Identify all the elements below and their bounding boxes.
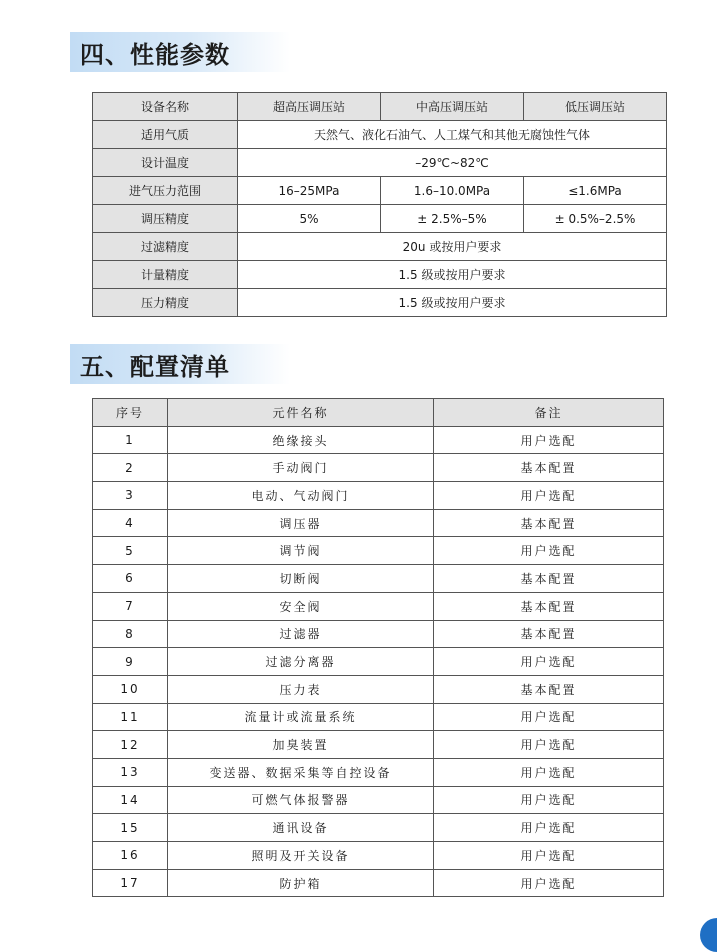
item-note: 用户选配 (434, 537, 664, 565)
item-name: 过滤分离器 (168, 648, 434, 676)
item-note: 用户选配 (434, 814, 664, 842)
item-number: 6 (93, 565, 168, 593)
item-note: 用户选配 (434, 703, 664, 731)
item-name: 手动阀门 (168, 454, 434, 482)
header-cell: 超高压调压站 (238, 93, 381, 121)
table-row (93, 233, 667, 261)
item-number: 1 (93, 426, 168, 454)
item-name: 电动、气动阀门 (168, 482, 434, 510)
header-cell: 备注 (434, 399, 664, 427)
row-value: –29℃~82℃ (238, 149, 667, 177)
table-row (93, 814, 664, 842)
row-value: 5% (238, 205, 381, 233)
item-number: 15 (93, 814, 168, 842)
section-title-performance: 四、性能参数 (70, 32, 290, 72)
item-note: 用户选配 (434, 758, 664, 786)
item-note: 基本配置 (434, 565, 664, 593)
table-row (93, 758, 664, 786)
row-value: ± 0.5%–2.5% (524, 205, 667, 233)
row-value: 天然气、液化石油气、人工煤气和其他无腐蚀性气体 (238, 121, 667, 149)
item-note: 用户选配 (434, 869, 664, 897)
header-cell: 序号 (93, 399, 168, 427)
row-value: 1.6–10.0MPa (381, 177, 524, 205)
table-row (93, 703, 664, 731)
item-note: 用户选配 (434, 842, 664, 870)
item-note: 用户选配 (434, 482, 664, 510)
table-row (93, 648, 664, 676)
table-row (93, 731, 664, 759)
table-row (93, 289, 667, 317)
table-row (93, 509, 664, 537)
item-name: 流量计或流量系统 (168, 703, 434, 731)
item-name: 调节阀 (168, 537, 434, 565)
item-note: 用户选配 (434, 731, 664, 759)
item-name: 调压器 (168, 509, 434, 537)
row-label: 压力精度 (93, 289, 238, 317)
item-note: 基本配置 (434, 675, 664, 703)
table-row (93, 565, 664, 593)
configuration-table (92, 398, 664, 897)
row-label: 计量精度 (93, 261, 238, 289)
item-name: 切断阀 (168, 565, 434, 593)
item-note: 基本配置 (434, 509, 664, 537)
table-row (93, 620, 664, 648)
row-label: 调压精度 (93, 205, 238, 233)
table-row (93, 261, 667, 289)
row-label: 设计温度 (93, 149, 238, 177)
item-name: 变送器、数据采集等自控设备 (168, 758, 434, 786)
row-label: 适用气质 (93, 121, 238, 149)
item-number: 12 (93, 731, 168, 759)
table-row (93, 121, 667, 149)
item-number: 17 (93, 869, 168, 897)
item-name: 照明及开关设备 (168, 842, 434, 870)
item-number: 14 (93, 786, 168, 814)
table-row (93, 482, 664, 510)
header-cell: 设备名称 (93, 93, 238, 121)
item-number: 2 (93, 454, 168, 482)
row-value: ± 2.5%–5% (381, 205, 524, 233)
table-row (93, 149, 667, 177)
item-note: 用户选配 (434, 648, 664, 676)
item-note: 基本配置 (434, 454, 664, 482)
item-note: 基本配置 (434, 620, 664, 648)
item-number: 16 (93, 842, 168, 870)
item-name: 过滤器 (168, 620, 434, 648)
row-label: 进气压力范围 (93, 177, 238, 205)
table-row (93, 675, 664, 703)
item-number: 10 (93, 675, 168, 703)
item-number: 11 (93, 703, 168, 731)
table-row (93, 869, 664, 897)
row-label: 过滤精度 (93, 233, 238, 261)
table-row (93, 426, 664, 454)
table-row (93, 205, 667, 233)
table-row (93, 592, 664, 620)
header-cell: 低压调压站 (524, 93, 667, 121)
item-note: 用户选配 (434, 786, 664, 814)
item-name: 安全阀 (168, 592, 434, 620)
item-number: 9 (93, 648, 168, 676)
item-name: 压力表 (168, 675, 434, 703)
item-note: 基本配置 (434, 592, 664, 620)
row-value: 1.5 级或按用户要求 (238, 261, 667, 289)
table-row (93, 454, 664, 482)
row-value: 20u 或按用户要求 (238, 233, 667, 261)
section-title-configuration: 五、配置清单 (70, 344, 290, 384)
header-cell: 元件名称 (168, 399, 434, 427)
table-header-row (93, 93, 667, 121)
table-row (93, 177, 667, 205)
row-value: 16–25MPa (238, 177, 381, 205)
item-number: 8 (93, 620, 168, 648)
item-number: 7 (93, 592, 168, 620)
table-row (93, 842, 664, 870)
item-number: 13 (93, 758, 168, 786)
item-number: 4 (93, 509, 168, 537)
item-name: 加臭装置 (168, 731, 434, 759)
item-name: 防护箱 (168, 869, 434, 897)
table-row (93, 786, 664, 814)
corner-decoration (700, 918, 717, 952)
performance-table (92, 92, 667, 317)
row-value: 1.5 级或按用户要求 (238, 289, 667, 317)
table-header-row (93, 399, 664, 427)
item-name: 绝缘接头 (168, 426, 434, 454)
header-cell: 中高压调压站 (381, 93, 524, 121)
table-row (93, 537, 664, 565)
row-value: ≤1.6MPa (524, 177, 667, 205)
item-note: 用户选配 (434, 426, 664, 454)
item-name: 可燃气体报警器 (168, 786, 434, 814)
item-number: 3 (93, 482, 168, 510)
item-name: 通讯设备 (168, 814, 434, 842)
item-number: 5 (93, 537, 168, 565)
